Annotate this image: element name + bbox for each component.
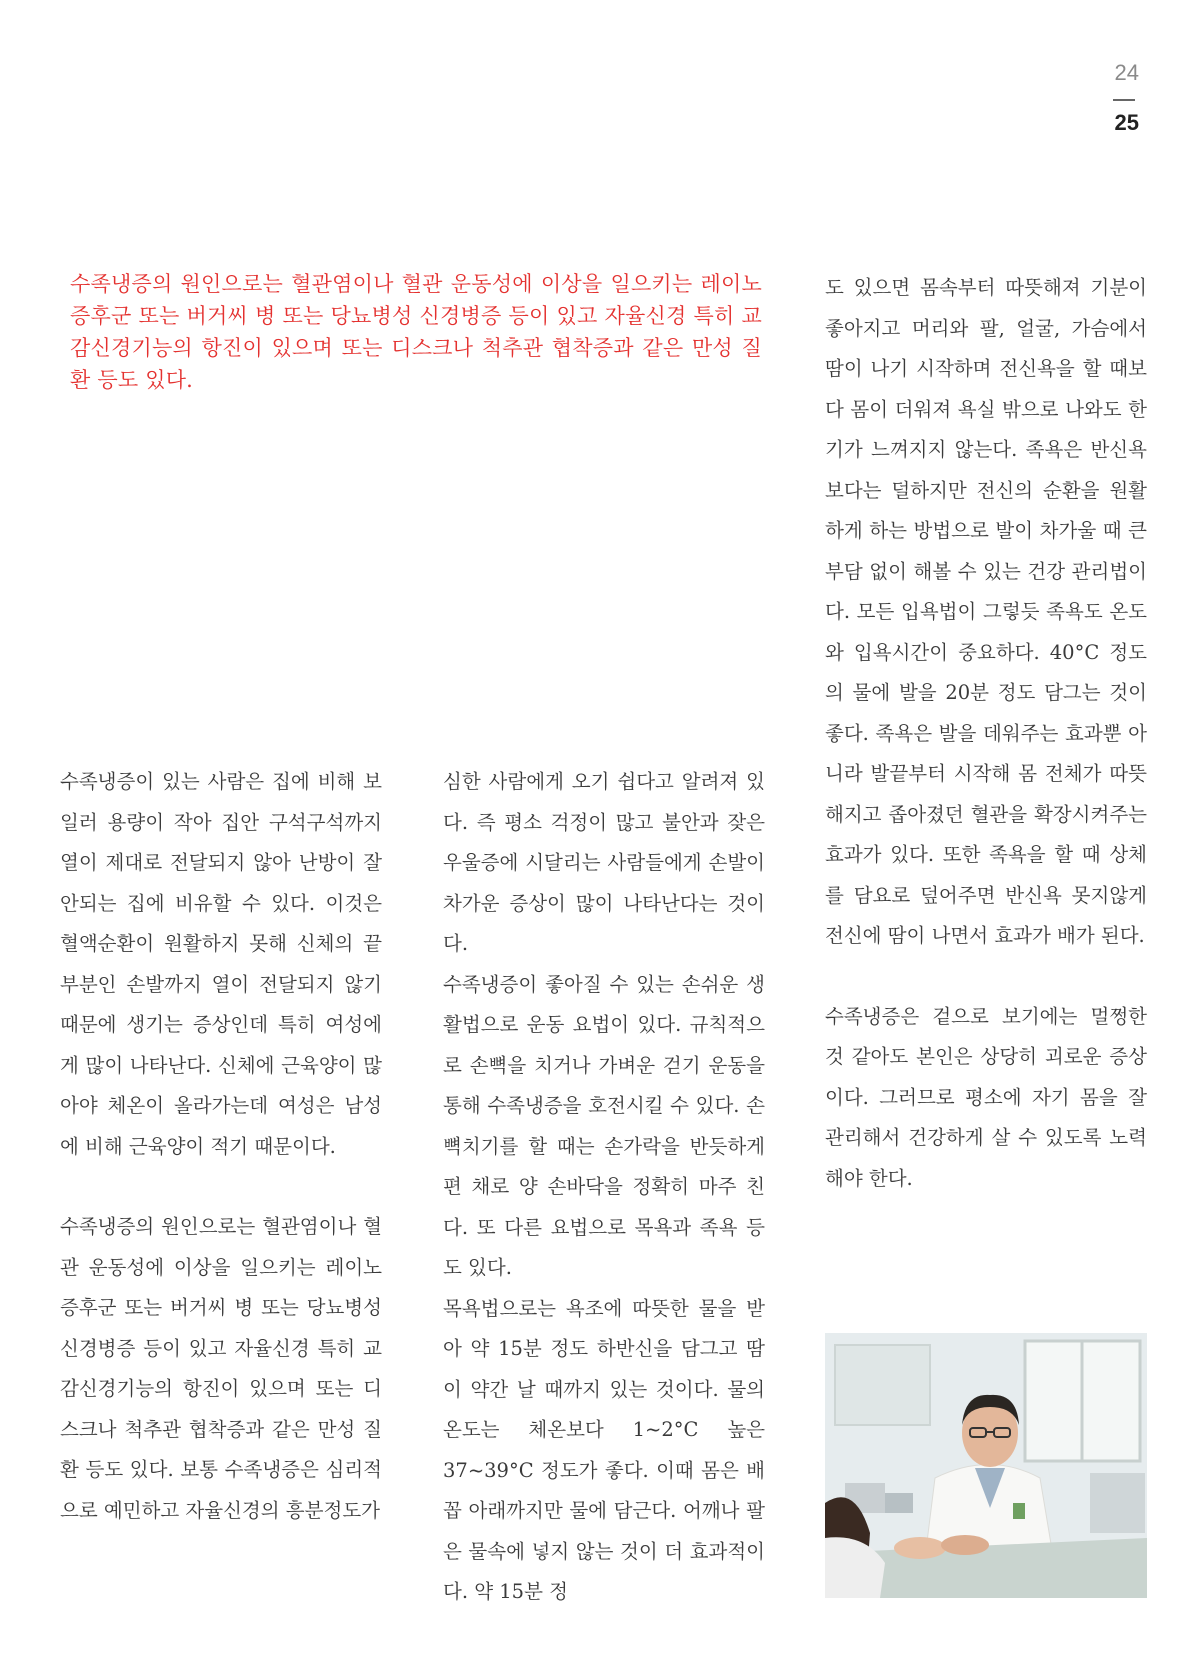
paragraph: 수족냉증이 좋아질 수 있는 손쉬운 생활법으로 운동 요법이 있다. 규칙적으로 손뼉을 치거나 가벼운 걷기 운동을 통해 수족냉증을 호전시킬 수 있다. 손뼉치기를 할 때는 손가락을 반듯하게 편 채로 양 손바닥을 정확히 마주 친다. 또 다른 요법으로 목욕과 족욕 등도 있다. xyxy=(443,972,765,1279)
paragraph: 수족냉증의 원인으로는 혈관염이나 혈관 운동성에 이상을 일으키는 레이노 증후군 또는 버거씨 병 또는 당뇨병성 신경병증 등이 있고 자율신경 특히 교감신경기능의 항진이 있으며 또는 디스크나 척추관 협착증과 같은 만성 질환 등도 있다. 보통 수족냉증은 심리적으로 예민하고 자율신경의 흥분정도가 xyxy=(60,1215,382,1522)
paragraph: 심한 사람에게 오기 쉽다고 알려져 있다. 즉 평소 걱정이 많고 불안과 잦은 우울증에 시달리는 사람들에게 손발이 차가운 증상이 많이 나타난다는 것이다. xyxy=(443,770,765,955)
pull-quote: 수족냉증의 원인으로는 혈관염이나 혈관 운동성에 이상을 일으키는 레이노 증후군 또는 버거씨 병 또는 당뇨병성 신경병증 등이 있고 자율신경 특히 교감신경기능의 항진이 있으며 또는 디스크나 척추관 협착증과 같은 만성 질환 등도 있다. xyxy=(70,272,762,392)
text-column-3 xyxy=(825,268,1147,1199)
doctor-consultation-photo xyxy=(825,1333,1147,1598)
page-number-divider xyxy=(1113,99,1135,101)
page-number-previous: 24 xyxy=(1114,60,1139,85)
paragraph: 수족냉증이 있는 사람은 집에 비해 보일러 용량이 작아 집안 구석구석까지 열이 제대로 전달되지 않아 난방이 잘 안되는 집에 비유할 수 있다. 이것은 혈액순환이 원활하지 못해 신체의 끝부분인 손발까지 열이 전달되지 않기 때문에 생기는 증상인데 특히 여성에게 많이 나타난다. 신체에 근육양이 많아야 체온이 올라가는데 여성은 남성에 비해 근육양이 적기 때문이다. xyxy=(60,770,382,1158)
photo-illustration xyxy=(825,1333,1147,1598)
paragraph: 도 있으면 몸속부터 따뜻해져 기분이 좋아지고 머리와 팔, 얼굴, 가슴에서 땀이 나기 시작하며 전신욕을 할 때보다 몸이 더워져 욕실 밖으로 나와도 한기가 느껴지지 않는다. 족욕은 반신욕보다는 덜하지만 전신의 순환을 원활하게 하는 방법으로 발이 차가울 때 큰 부담 없이 해볼 수 있는 건강 관리법이다. 모든 입욕법이 그렇듯 족욕도 온도와 입욕시간이 중요하다. 40°C 정도의 물에 발을 20분 정도 담그는 것이 좋다. 족욕은 발을 데워주는 효과뿐 아니라 발끝부터 시작해 몸 전체가 따뜻해지고 좁아졌던 혈관을 확장시켜주는 효과가 있다. 또한 족욕을 할 때 상체를 담요로 덮어주면 반신욕 못지않게 전신에 땀이 나면서 효과가 배가 된다. xyxy=(825,276,1147,947)
page-number-current: 25 xyxy=(1114,110,1139,135)
text-column-1 xyxy=(60,762,382,1531)
paragraph: 수족냉증은 겉으로 보기에는 멀쩡한 것 같아도 본인은 상당히 괴로운 증상이다. 그러므로 평소에 자기 몸을 잘 관리해서 건강하게 살 수 있도록 노력해야 한다. xyxy=(825,1004,1147,1190)
paragraph: 목욕법으로는 욕조에 따뜻한 물을 받아 약 15분 정도 하반신을 담그고 땀이 약간 날 때까지 있는 것이다. 물의 온도는 체온보다 1~2°C 높은 37~39°C 정도가 좋다. 이때 몸은 배꼽 아래까지만 물에 담근다. 어깨나 팔은 물속에 넣지 않는 것이 더 효과적이다. 약 15분 정 xyxy=(443,1296,765,1603)
text-column-2 xyxy=(443,762,765,1613)
